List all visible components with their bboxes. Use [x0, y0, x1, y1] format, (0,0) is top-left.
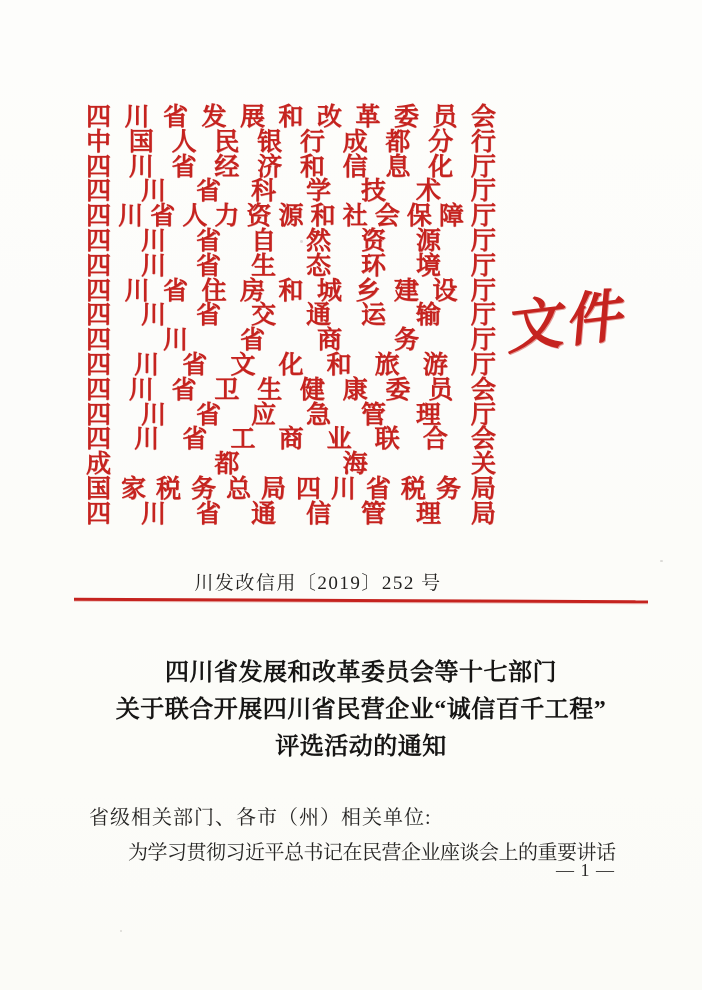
agency-char: 川: [140, 227, 166, 255]
agency-char: 行: [299, 128, 325, 156]
agency-char: 海: [342, 451, 368, 479]
agency-char: 社: [342, 203, 368, 231]
salutation-line: 省级相关部门、各市（州）相关单位:: [89, 807, 432, 829]
agency-char: 旅: [374, 351, 400, 379]
agency-char: 川: [330, 475, 356, 503]
agency-char: 息: [385, 153, 411, 181]
agency-char: 省: [195, 302, 221, 330]
agency-char: 厅: [470, 401, 496, 429]
agency-line: [86, 205, 496, 230]
agency-char: 厅: [470, 153, 496, 181]
agency-char: 会: [470, 426, 496, 454]
agency-line: [86, 428, 496, 453]
agency-char: 和: [310, 203, 336, 231]
agency-char: 化: [428, 153, 454, 181]
agency-char: 省: [239, 327, 265, 355]
agency-char: 务: [435, 475, 461, 503]
agency-line: [86, 329, 496, 354]
agency-char: 商: [316, 327, 342, 355]
agency-char: 四: [86, 153, 112, 181]
agency-char: 和: [326, 351, 352, 379]
agency-char: 省: [182, 351, 208, 379]
agency-char: 省: [150, 203, 176, 231]
agency-char: 会: [470, 104, 496, 131]
agency-char: 四: [86, 327, 112, 355]
scan-speck: [300, 240, 303, 243]
title-line-2: 关于联合开展四川省民营企业“诚信百千工程”: [115, 697, 607, 723]
agency-char: 四: [86, 227, 112, 255]
agency-char: 四: [86, 203, 112, 231]
agency-char: 四: [86, 252, 112, 280]
agency-char: 环: [360, 252, 386, 280]
agency-char: 革: [355, 104, 381, 131]
agency-char: 国: [128, 128, 154, 156]
agency-char: 房: [239, 277, 265, 305]
agency-char: 川: [140, 500, 166, 528]
agency-char: 民: [214, 128, 240, 156]
agency-char: 术: [415, 178, 441, 206]
agency-char: 保: [406, 203, 432, 231]
agency-char: 成: [342, 128, 368, 156]
agency-char: 川: [140, 302, 166, 330]
agency-char: 输: [415, 302, 441, 330]
agency-char: 四: [86, 401, 112, 429]
agency-char: 省: [195, 500, 221, 528]
agency-char: 经: [214, 153, 240, 181]
wenjian-stamp-label: 文件: [506, 283, 631, 362]
agency-char: 关: [470, 451, 496, 479]
agency-char: 川: [128, 153, 154, 181]
agency-char: 城: [316, 277, 342, 305]
title-line-1: 四川省发展和改革委员会等十七部门: [165, 660, 557, 686]
agency-char: 工: [230, 426, 256, 454]
agency-char: 四: [295, 475, 321, 503]
agency-char: 管: [360, 401, 386, 429]
agency-line: [86, 351, 496, 379]
agency-char: 税: [400, 475, 426, 503]
agency-char: 急: [305, 401, 331, 429]
agency-char: 设: [432, 277, 458, 305]
agency-line: [86, 453, 496, 478]
agency-char: 理: [415, 500, 441, 528]
scan-speck: [660, 560, 663, 562]
document-title: [10, 655, 702, 766]
agency-char: 国: [86, 475, 112, 503]
scan-speck: [120, 930, 122, 932]
agency-char: 总: [225, 475, 251, 503]
agency-char: 科: [250, 178, 276, 206]
agency-char: 厅: [470, 178, 496, 206]
agency-char: 中: [86, 128, 112, 156]
agency-char: 川: [124, 277, 150, 305]
doc-number: 川发改信用〔2019〕252 号: [194, 573, 442, 594]
agency-char: 生: [257, 376, 283, 404]
agency-line: [86, 128, 496, 156]
agency-char: 省: [195, 227, 221, 255]
agency-line: [86, 180, 496, 205]
agency-char: 四: [86, 302, 112, 330]
agency-char: 资: [360, 227, 386, 255]
agency-char: 成: [86, 451, 112, 479]
agency-char: 员: [432, 104, 458, 131]
agency-char: 源: [278, 203, 304, 231]
agency-char: 态: [305, 252, 331, 280]
agency-char: 业: [326, 426, 352, 454]
agency-char: 信: [342, 153, 368, 181]
agency-char: 四: [86, 277, 112, 305]
agency-char: 行: [470, 128, 496, 156]
agency-char: 四: [86, 178, 112, 206]
agency-char: 住: [201, 277, 227, 305]
agency-char: 康: [342, 376, 368, 404]
agency-char: 厅: [470, 252, 496, 280]
agency-char: 应: [250, 401, 276, 429]
agency-line: [86, 500, 496, 528]
agency-char: 局: [260, 475, 286, 503]
agency-char: 游: [422, 351, 448, 379]
agency-char: 合: [422, 426, 448, 454]
title-line-3: 评选活动的通知: [275, 734, 447, 760]
agency-char: 厅: [470, 351, 496, 379]
agency-char: 资: [246, 203, 272, 231]
agency-char: 学: [305, 178, 331, 206]
agency-char: 省: [195, 252, 221, 280]
agency-line: [86, 376, 496, 404]
agency-char: 通: [305, 302, 331, 330]
agency-char: 川: [124, 104, 150, 131]
agency-char: 信: [305, 500, 331, 528]
agency-char: 四: [86, 500, 112, 528]
agency-char: 省: [162, 104, 188, 131]
agency-char: 人: [182, 203, 208, 231]
agency-char: 然: [305, 227, 331, 255]
agency-char: 会: [470, 376, 496, 404]
agency-char: 乡: [355, 277, 381, 305]
agency-line: [86, 227, 496, 255]
agency-char: 厅: [470, 277, 496, 305]
agency-line: [86, 277, 496, 305]
agency-char: 四: [86, 426, 112, 454]
agency-char: 川: [140, 252, 166, 280]
agency-char: 和: [299, 153, 325, 181]
agency-line: [86, 252, 496, 280]
agency-char: 管: [360, 500, 386, 528]
agency-char: 运: [360, 302, 386, 330]
agency-char: 人: [171, 128, 197, 156]
agency-char: 川: [140, 178, 166, 206]
agency-char: 会: [374, 203, 400, 231]
agency-char: 厅: [470, 227, 496, 255]
agency-char: 技: [360, 178, 386, 206]
agency-char: 四: [86, 351, 112, 379]
agency-char: 改: [316, 104, 342, 131]
agency-line: [86, 304, 496, 329]
agency-char: 理: [415, 401, 441, 429]
agency-char: 厅: [470, 302, 496, 330]
agency-char: 都: [385, 128, 411, 156]
agency-char: 委: [393, 104, 419, 131]
agency-line: [86, 475, 496, 503]
agency-char: 商: [278, 426, 304, 454]
agency-char: 川: [134, 351, 160, 379]
agency-char: 银: [257, 128, 283, 156]
agency-char: 川: [162, 327, 188, 355]
agency-char: 发: [201, 104, 227, 131]
agency-char: 健: [299, 376, 325, 404]
agency-char: 交: [250, 302, 276, 330]
agency-char: 川: [134, 426, 160, 454]
body-paragraph-line: 为学习贯彻习近平总书记在民营企业座谈会上的重要讲话: [128, 842, 616, 864]
agency-char: 力: [214, 203, 240, 231]
agency-char: 四: [86, 104, 112, 131]
agency-char: 省: [171, 153, 197, 181]
agency-char: 局: [470, 500, 496, 528]
agency-char: 局: [470, 475, 496, 503]
agency-char: 建: [393, 277, 419, 305]
agency-char: 员: [428, 376, 454, 404]
agency-char: 文: [230, 351, 256, 379]
agency-char: 厅: [470, 327, 496, 355]
agency-char: 生: [250, 252, 276, 280]
agency-char: 化: [278, 351, 304, 379]
agency-line: [86, 153, 496, 181]
agency-char: 省: [195, 401, 221, 429]
agency-char: 务: [190, 475, 216, 503]
agency-char: 源: [415, 227, 441, 255]
agency-char: 川: [140, 401, 166, 429]
agency-char: 税: [155, 475, 181, 503]
agency-char: 和: [278, 104, 304, 131]
agency-char: 通: [250, 500, 276, 528]
agency-char: 务: [393, 327, 419, 355]
agency-char: 卫: [214, 376, 240, 404]
agency-char: 展: [239, 104, 265, 131]
agency-char: 和: [278, 277, 304, 305]
agency-char: 省: [365, 475, 391, 503]
agency-char: 自: [250, 227, 276, 255]
agency-char: 厅: [470, 203, 496, 231]
agency-char: 省: [182, 426, 208, 454]
agency-char: 川: [118, 203, 144, 231]
agency-char: 境: [415, 252, 441, 280]
agency-line: [86, 106, 496, 131]
agency-char: 都: [214, 451, 240, 479]
agency-char: 分: [428, 128, 454, 156]
agency-char: 委: [385, 376, 411, 404]
agency-char: 联: [374, 426, 400, 454]
agency-char: 省: [171, 376, 197, 404]
agency-char: 障: [438, 203, 464, 231]
agency-char: 四: [86, 376, 112, 404]
agency-line: [86, 401, 496, 429]
agency-char: 省: [195, 178, 221, 206]
agency-char: 家: [120, 475, 146, 503]
agency-char: 川: [128, 376, 154, 404]
page-number: — 1 —: [556, 860, 615, 880]
agency-char: 省: [162, 277, 188, 305]
agency-char: 济: [257, 153, 283, 181]
agency-list: [86, 106, 496, 528]
red-separator-rule: [74, 598, 648, 604]
